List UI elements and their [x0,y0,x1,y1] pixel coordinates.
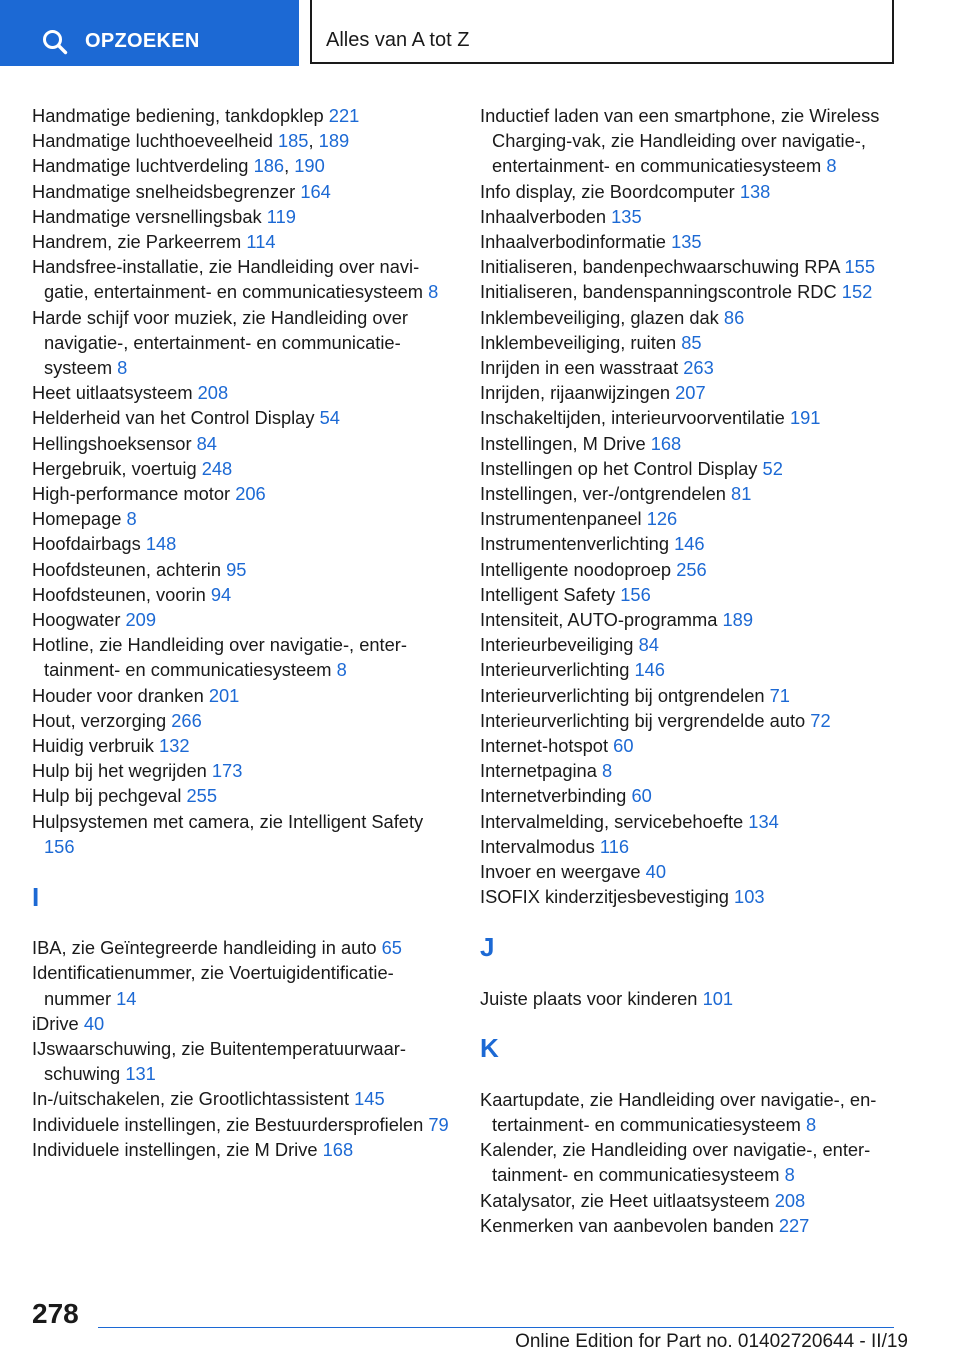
page-ref-link[interactable]: 40 [83,1012,105,1034]
section-letter: K [480,1033,499,1064]
index-entry-term: Internetpagina [480,760,597,782]
index-entry-term: Hergebruik, voertuig [32,457,197,479]
index-entry-term: Internet-hotspot [480,735,609,757]
index-entry [480,632,900,657]
index-entry [32,935,452,960]
index-entry [480,103,900,179]
page-ref-link[interactable]: 189 [318,130,350,152]
page-ref-link[interactable]: 65 [381,937,402,959]
page-ref-link[interactable]: 103 [734,886,765,908]
page-ref-link[interactable]: 191 [789,407,821,429]
page-ref-link[interactable]: 206 [235,483,266,505]
page-ref-link[interactable]: 134 [748,810,779,832]
page-ref-link[interactable]: 40 [645,861,667,883]
page-ref-link[interactable]: 208 [774,1189,806,1211]
index-entry [32,783,452,808]
search-tab-label: OPZOEKEN [85,30,200,52]
search-tab[interactable] [0,0,299,66]
index-entry-term: Handmatige versnellingsbak [32,205,262,227]
index-entry [480,355,900,380]
page-ref-link[interactable]: 173 [211,760,243,782]
page-ref-link[interactable]: 135 [611,205,642,227]
index-entry [480,582,900,607]
index-entry-term: Helderheid van het Control Display [32,407,315,429]
index-entry [480,380,900,405]
section-title: Alles van A tot Z [326,29,470,51]
index-entry-term: Kalender, zie Handleiding over navigatie-, entertainment- en communicatiesysteem [480,1139,871,1186]
index-entry-term: Katalysator, zie Heet uitlaatsysteem [480,1189,770,1211]
index-entry-term: Interieurverlichting [480,659,630,681]
page-ref-link[interactable]: 221 [328,105,360,126]
index-entry-term: Hoogwater [32,609,121,631]
index-entry [32,456,452,481]
page-ref-link[interactable]: 8 [336,659,347,681]
index-entry [480,179,900,204]
index-entry [32,708,452,733]
index-entry [32,204,452,229]
page-ref-link[interactable]: 152 [841,281,873,303]
index-entry [32,1137,452,1162]
page-ref-link[interactable]: 132 [159,735,190,757]
index-entry-term: Inschakeltijden, interieurvoorventilatie [480,407,785,429]
index-entry [480,758,900,783]
index-entry-term: Instellingen, M Drive [480,432,646,454]
index-entry-term: Interieurverlichting bij vergrendelde auto [480,709,806,731]
page-ref-link[interactable]: 116 [599,835,630,857]
index-entry-term: Hulpsystemen met camera, zie Intelligent Safety [32,810,424,832]
index-entry-term: Interieurverlichting bij ontgrendelen [480,684,765,706]
page-ref-link[interactable]: 8 [602,760,613,782]
index-entry [32,405,452,430]
index-entry [32,1011,452,1036]
index-entry [32,305,452,381]
index-entry-term: Instellingen op het Control Display [480,457,758,479]
edition-note: Online Edition for Part no. 01402720644 - II/19 [515,1331,908,1352]
page-ref-link[interactable]: 207 [675,382,706,404]
index-entry [32,1036,452,1086]
page-ref-link[interactable]: 119 [266,205,296,227]
page-ref-link[interactable]: 208 [197,382,229,404]
index-entry-term: Handmatige luchtverdeling [32,155,249,177]
page-ref-link[interactable]: 84 [196,432,217,454]
index-entry-term: Initialiseren, bandenpechwaarschuwing RPA [480,256,840,278]
index-entry [32,809,452,859]
index-entry [480,229,900,254]
index-entry-term: Kaartupdate, zie Handleiding over navigatie-, entertainment- en communicatiesysteem [480,1088,877,1135]
index-entry-term: Handrem, zie Parkeerrem [32,231,242,253]
page-ref-link[interactable]: 52 [762,457,783,479]
index-entry [32,103,452,128]
index-entry-term: Intervalmodus [480,835,595,857]
index-entry-term: Kenmerken van aanbevolen banden [480,1214,774,1236]
index-entry-term: IBA, zie Geïntegreerde handleiding in auto [32,937,377,959]
page-ref-link[interactable]: 85 [681,331,702,353]
index-entry-term: Intensiteit, AUTO-programma [480,609,718,631]
index-entry [480,683,900,708]
footer-divider [98,1327,894,1328]
index-entry [32,1112,452,1137]
index-entry-term: Huidig verbruik [32,735,154,757]
index-entry [480,834,900,859]
section-letter: J [480,932,495,962]
index-entry-term: Hotline, zie Handleiding over navigatie-, entertainment- en communicatiesysteem [32,634,407,681]
index-entry [480,531,900,556]
index-entry-term: Inrijden in een wasstraat [480,357,679,379]
page-ref-link[interactable]: 209 [125,609,157,631]
index-entry-term: Intelligente noodoproep [480,558,672,580]
index-entry-term: Hulp bij het wegrijden [32,760,207,782]
index-entry-term: Inklembeveiliging, glazen dak [480,306,719,328]
page-ref-link[interactable]: 8 [126,508,137,530]
index-entry [480,254,900,279]
index-entry [480,1188,900,1213]
page-ref-link[interactable]: 227 [778,1214,810,1236]
index-entry-term: Hoofdairbags [32,533,141,555]
index-entry [480,506,900,531]
index-entry [32,128,452,153]
page-ref-link[interactable]: 54 [319,407,340,429]
index-entry [480,557,900,582]
page-ref-link[interactable]: 266 [171,709,202,731]
page-ref-link[interactable]: 8 [428,281,439,303]
index-entry [32,632,452,682]
page-ref-link[interactable]: 131 [125,1063,156,1085]
page-ref-link[interactable]: 8 [117,357,128,379]
page-ref-link[interactable]: 168 [650,432,682,454]
index-entry-term: Juiste plaats voor kinderen [480,987,698,1009]
index-entry-term: Harde schijf voor muziek, zie Handleiding over navigatie-, entertainment- en communicatiesysteem [32,306,408,379]
page-ref-link[interactable]: 101 [702,987,734,1009]
page-ref-link[interactable]: 135 [671,231,702,253]
index-column-left [32,103,452,1162]
index-entry [480,405,900,430]
page-ref-link[interactable]: 79 [428,1113,449,1135]
index-entry [480,456,900,481]
page-ref-link[interactable]: 248 [201,457,233,479]
section-title-box [310,0,894,64]
page-ref-link[interactable]: 263 [683,357,714,379]
index-entry-term: Instellingen, ver-/ontgrendelen [480,483,726,505]
page-number: 278 [32,1298,79,1329]
page-ref-link[interactable]: 114 [246,231,276,253]
index-entry-term: In-/uitschakelen, zie Grootlichtassistent [32,1088,350,1110]
index-entry-term: Homepage [32,508,122,530]
page-ref-link[interactable]: 164 [300,180,331,202]
index-entry [32,607,452,632]
index-entry [32,531,452,556]
page-ref-link[interactable]: 81 [731,483,752,505]
page-ref-link[interactable]: 146 [634,659,665,681]
index-entry [480,431,900,456]
page-ref-link[interactable]: 189 [722,609,754,631]
index-entry-term: ISOFIX kinderzitjesbevestiging [480,886,729,908]
index-entry [480,783,900,808]
index-entry-term: High-performance motor [32,483,231,505]
index-entry-term: Hellingshoeksensor [32,432,192,454]
index-entry [480,733,900,758]
index-entry-term: Interieurbeveiliging [480,634,634,656]
index-entry-term: Internetverbinding [480,785,627,807]
index-entry [480,1213,900,1238]
page-ref-link[interactable]: 146 [674,533,705,555]
page-ref-link[interactable]: 155 [844,256,876,278]
page-ref-link[interactable]: 60 [613,735,634,757]
index-entry-term: iDrive [32,1012,79,1034]
page-ref-link[interactable]: 145 [354,1088,385,1110]
index-entry-term: Hulp bij pechgeval [32,785,182,807]
index-entry [32,380,452,405]
index-entry-term: Identificatienummer, zie Voertuigidentificatienummer [32,962,394,1009]
index-entry [480,607,900,632]
index-entry [480,305,900,330]
index-entry [32,758,452,783]
index-entry [32,254,452,304]
index-entry [32,229,452,254]
page-ref-link[interactable]: 148 [145,533,177,555]
index-entry [32,179,452,204]
page-ref-link[interactable]: 95 [226,558,247,580]
index-entry-term: Hoofdsteunen, achterin [32,558,222,580]
index-entry [32,582,452,607]
page-ref-link[interactable]: 156 [620,583,651,605]
page-ref-link[interactable]: 168 [322,1138,354,1160]
index-entry-term: Inductief laden van een smartphone, zie Wireless Charging-vak, zie Handleiding over navigatie-, entertainment- en communicatiesysteem [480,105,880,177]
index-entry [32,557,452,582]
index-entry-term: Inhaalverbodinformatie [480,231,666,253]
index-entry-term: Handmatige luchthoeveelheid [32,130,273,152]
page-ref-link[interactable]: 60 [631,785,652,807]
index-entry [32,960,452,1010]
index-entry-term: Individuele instellingen, zie M Drive [32,1138,318,1160]
index-entry-term: Instrumentenpaneel [480,508,642,530]
index-entry-term: Inklembeveiliging, ruiten [480,331,677,353]
page-ref-link[interactable]: 256 [676,558,707,580]
index-entry-term: Handmatige snelheidsbegrenzer [32,180,296,202]
index-entry [480,809,900,834]
page-ref-separator: , [284,155,290,177]
page-ref-link[interactable]: 8 [826,155,837,177]
index-entry-term: Intervalmelding, servicebehoefte [480,810,744,832]
page-ref-link[interactable]: 186 [253,155,285,177]
index-entry-term: Hoofdsteunen, voorin [32,583,206,605]
index-entry-term: Invoer en weergave [480,861,641,883]
index-entry [480,330,900,355]
index-entry [480,657,900,682]
index-entry [32,431,452,456]
page-ref-link[interactable]: 72 [810,709,831,731]
page-ref-link[interactable]: 94 [210,583,232,605]
index-entry-term: Hout, verzorging [32,709,167,731]
index-entry [480,481,900,506]
page-ref-link[interactable]: 201 [208,684,240,706]
index-entry [32,1086,452,1111]
page-ref-link[interactable]: 8 [805,1113,817,1135]
index-entry [32,153,452,178]
index-entry [32,481,452,506]
index-entry [480,859,900,884]
index-entry [32,733,452,758]
index-entry [32,506,452,531]
index-entry [480,279,900,304]
page-ref-link[interactable]: 156 [44,835,75,857]
page-ref-link[interactable]: 185 [277,130,309,152]
index-entry-term: Info display, zie Boordcomputer [480,180,735,202]
index-entry-term: Instrumentenverlichting [480,533,669,555]
index-entry-term: IJswaarschuwing, zie Buitentemperatuurwaarschuwing [32,1037,406,1085]
index-entry [480,204,900,229]
index-column-right [480,103,900,1238]
index-entry-term: Inhaalverboden [480,205,607,227]
index-entry [480,1137,900,1187]
index-entry [480,986,900,1011]
index-entry-term: Intelligent Safety [480,583,616,605]
index-entry-term: Individuele instellingen, zie Bestuurdersprofielen [32,1113,424,1135]
section-letter: I [32,881,40,912]
page-ref-link[interactable]: 190 [294,155,325,177]
index-entry-term: Handmatige bediening, tankdopklep [32,105,324,126]
index-entry-term: Handsfree-installatie, zie Handleiding over navigatie, entertainment- en communicatiesysteem [32,256,424,303]
search-icon [42,29,68,55]
index-entry [480,1087,900,1137]
page-ref-link[interactable]: 86 [723,306,745,328]
index-entry-term: Inrijden, rijaanwijzingen [480,382,671,404]
index-entry [32,683,452,708]
index-entry-term: Initialiseren, bandenspanningscontrole RDC [480,281,837,303]
page-ref-link[interactable]: 71 [769,684,790,706]
header [0,0,960,68]
page-ref-separator: , [308,130,314,152]
index-entry-term: Houder voor dranken [32,684,204,706]
page-ref-link[interactable]: 138 [739,180,771,202]
page-ref-link[interactable]: 255 [186,785,218,807]
page-ref-link[interactable]: 126 [646,508,678,530]
index-entry-term: Heet uitlaatsysteem [32,382,193,404]
page-ref-link[interactable]: 8 [784,1164,795,1186]
index-entry [480,708,900,733]
page-ref-link[interactable]: 84 [638,634,659,656]
index-entry [480,884,900,909]
page-ref-link[interactable]: 14 [116,987,137,1009]
